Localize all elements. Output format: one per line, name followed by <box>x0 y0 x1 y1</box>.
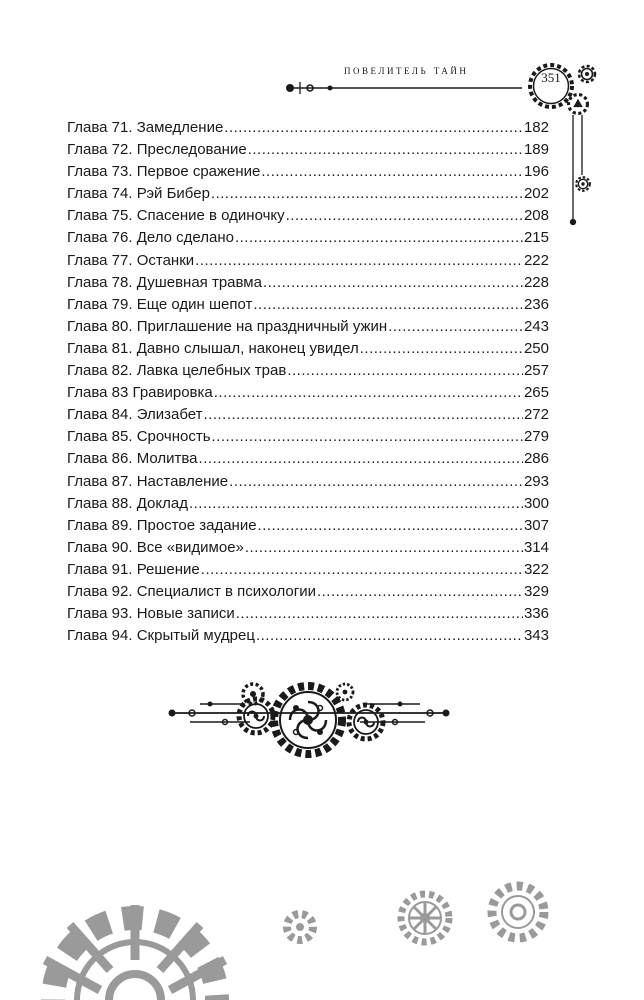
toc-entry <box>67 250 549 272</box>
toc-entry <box>67 625 549 647</box>
toc-entry-page: 250 <box>523 339 549 357</box>
toc-entry-title: Глава 89. Простое задание <box>67 516 257 534</box>
toc-entry <box>67 382 549 404</box>
toc-entry-page: 222 <box>523 251 549 269</box>
toc-entry <box>67 205 549 227</box>
toc-leader-dots <box>286 205 523 227</box>
toc-entry <box>67 448 549 470</box>
toc-entry-title: Глава 71. Замедление <box>67 119 224 136</box>
toc-leader-dots <box>229 471 523 493</box>
toc-entry-title: Глава 75. Спасение в одиночку <box>67 207 285 225</box>
toc-entry <box>67 471 549 493</box>
toc-entry-title: Глава 77. Останки <box>67 251 195 269</box>
toc-entry-title: Глава 93. Новые записи <box>67 605 235 623</box>
chain-icon <box>571 115 583 225</box>
toc-leader-dots <box>245 537 523 559</box>
toc-entry-title: Глава 78. Душевная травма <box>67 273 262 291</box>
toc-entry-page: 208 <box>523 207 549 225</box>
toc-entry <box>67 404 549 426</box>
toc-leader-dots <box>189 493 523 515</box>
steampunk-ornament-icon <box>169 684 450 754</box>
toc-entry-title: Глава 92. Специалист в психологии <box>67 582 316 600</box>
small-gear-icon <box>569 95 588 114</box>
gray-gear-icon <box>401 894 449 942</box>
toc-leader-dots <box>201 559 523 581</box>
toc-entry-page: 314 <box>523 538 549 556</box>
toc-entry-title: Глава 76. Дело сделано <box>67 229 234 247</box>
toc-entry <box>67 537 549 559</box>
toc-entry-title: Глава 88. Доклад <box>67 494 188 512</box>
toc-entry-page: 196 <box>523 163 549 181</box>
toc-leader-dots <box>203 404 522 426</box>
toc-entry <box>67 515 549 537</box>
toc-entry-page: 257 <box>523 362 549 380</box>
toc-leader-dots <box>256 625 523 647</box>
toc-entry <box>67 559 549 581</box>
toc-entry-title: Глава 82. Лавка целебных трав <box>67 362 287 380</box>
toc-entry <box>67 316 549 338</box>
toc-entry <box>67 360 549 382</box>
toc-entry-page: 300 <box>523 494 549 512</box>
toc-entry-title: Глава 94. Скрытый мудрец <box>67 627 255 645</box>
large-gray-gear-icon <box>45 905 225 1000</box>
page-number: 351 <box>541 70 561 85</box>
toc-entry-page: 228 <box>523 273 549 291</box>
toc-entry-title: Глава 72. Преследование <box>67 141 247 159</box>
toc-entry <box>67 294 549 316</box>
toc-entry-page: 286 <box>523 450 549 468</box>
toc-entry-title: Глава 73. Первое сражение <box>67 163 261 181</box>
toc-entry-page: 202 <box>523 185 549 203</box>
toc-entry-page: 182 <box>523 119 549 136</box>
toc-leader-dots <box>235 227 523 249</box>
toc-entry-page: 307 <box>523 516 549 534</box>
toc-leader-dots <box>195 250 523 272</box>
toc-entry-title: Глава 80. Приглашение на праздничный ужин <box>67 317 388 335</box>
toc-entry <box>67 426 549 448</box>
toc-entry <box>67 183 549 205</box>
toc-entry <box>67 338 549 360</box>
toc-leader-dots <box>248 139 523 161</box>
toc-entry <box>67 161 549 183</box>
toc-leader-dots <box>388 316 523 338</box>
toc-entry-page: 322 <box>523 560 549 578</box>
toc-entry <box>67 581 549 603</box>
toc-entry-title: Глава 86. Молитва <box>67 450 198 468</box>
chain-gear-icon <box>576 177 590 191</box>
toc-entry-title: Глава 85. Срочность <box>67 428 211 446</box>
toc-entry-title: Глава 83 Гравировка <box>67 384 213 402</box>
toc-leader-dots <box>199 448 523 470</box>
toc-entry-title: Глава 87. Наставление <box>67 472 229 490</box>
toc-entry <box>67 117 549 139</box>
toc-leader-dots <box>360 338 523 360</box>
toc-entry <box>67 493 549 515</box>
toc-entry-title: Глава 90. Все «видимое» <box>67 538 244 556</box>
toc-entry-title: Глава 84. Элизабет <box>67 406 203 424</box>
toc-entry-page: 293 <box>523 472 549 490</box>
toc-entry-page: 272 <box>523 406 549 424</box>
toc-entry-page: 189 <box>523 141 549 159</box>
toc-leader-dots <box>236 603 523 625</box>
toc-entry <box>67 227 549 249</box>
toc-entry-title: Глава 74. Рэй Бибер <box>67 185 210 203</box>
toc-entry-title: Глава 81. Давно слышал, наконец увидел <box>67 339 359 357</box>
toc-entry-page: 279 <box>523 428 549 446</box>
gray-gear-icon <box>492 886 544 938</box>
toc-leader-dots <box>212 426 523 448</box>
toc-entry-page: 343 <box>523 627 549 645</box>
toc-leader-dots <box>317 581 523 603</box>
gray-gear-icon <box>287 914 313 940</box>
toc-leader-dots <box>261 161 523 183</box>
toc-entry <box>67 272 549 294</box>
toc-entry <box>67 603 549 625</box>
toc-leader-dots <box>263 272 523 294</box>
toc-leader-dots <box>287 360 523 382</box>
table-of-contents <box>67 117 549 647</box>
toc-leader-dots <box>253 294 523 316</box>
running-title: повелитель тайн <box>344 62 469 77</box>
toc-entry-title: Глава 79. Еще один шепот <box>67 295 253 313</box>
toc-entry-page: 236 <box>523 295 549 313</box>
toc-leader-dots <box>224 117 523 139</box>
toc-leader-dots <box>211 183 523 205</box>
toc-entry-page: 215 <box>523 229 549 247</box>
toc-leader-dots <box>214 382 523 404</box>
toc-entry-title: Глава 91. Решение <box>67 560 200 578</box>
toc-entry <box>67 139 549 161</box>
toc-leader-dots <box>258 515 523 537</box>
toc-entry-page: 329 <box>523 582 549 600</box>
toc-entry-page: 336 <box>523 605 549 623</box>
toc-entry-page: 265 <box>523 384 549 402</box>
toc-entry-page: 243 <box>523 317 549 335</box>
small-gear-icon <box>579 66 595 82</box>
